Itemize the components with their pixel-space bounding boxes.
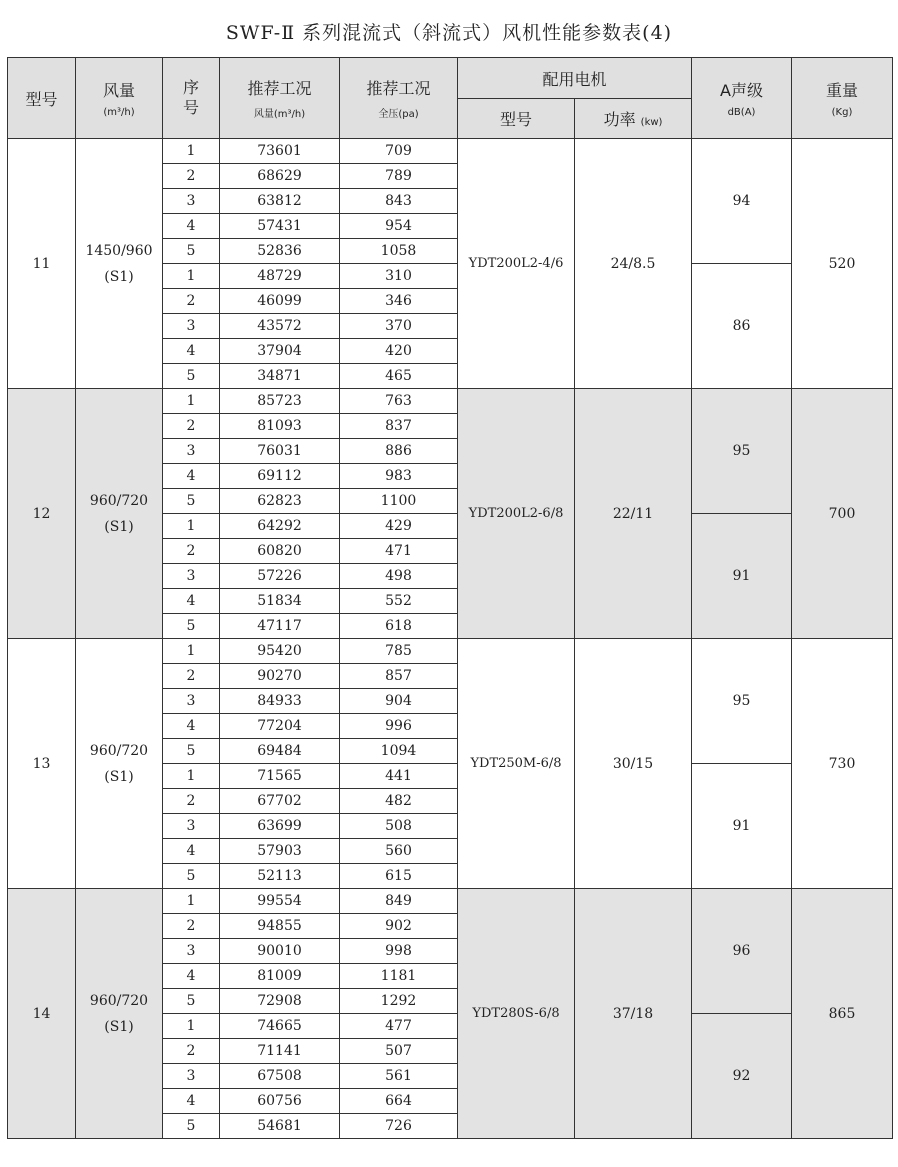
- pressure-cell: 482: [340, 789, 458, 814]
- flow-cell: 47117: [220, 614, 340, 639]
- pressure-cell: 709: [340, 139, 458, 164]
- seq-cell: 4: [163, 714, 220, 739]
- header-model: 型号: [8, 58, 76, 139]
- airflow-note: (S1): [104, 1018, 134, 1035]
- flow-cell: 73601: [220, 139, 340, 164]
- flow-cell: 76031: [220, 439, 340, 464]
- flow-cell: 72908: [220, 989, 340, 1014]
- pressure-cell: 346: [340, 289, 458, 314]
- seq-cell: 4: [163, 964, 220, 989]
- pressure-cell: 1058: [340, 239, 458, 264]
- pressure-cell: 664: [340, 1089, 458, 1114]
- pressure-cell: 370: [340, 314, 458, 339]
- pressure-cell: 849: [340, 889, 458, 914]
- motor-model-cell: YDT250M-6/8: [458, 639, 575, 889]
- motor-model-cell: YDT200L2-4/6: [458, 139, 575, 389]
- flow-cell: 51834: [220, 589, 340, 614]
- pressure-cell: 615: [340, 864, 458, 889]
- flow-cell: 43572: [220, 314, 340, 339]
- flow-cell: 77204: [220, 714, 340, 739]
- seq-cell: 3: [163, 189, 220, 214]
- seq-cell: 4: [163, 1089, 220, 1114]
- weight-cell: 700: [792, 389, 893, 639]
- table-row: [8, 389, 893, 414]
- flow-cell: 57431: [220, 214, 340, 239]
- seq-cell: 2: [163, 414, 220, 439]
- header-weight: 重量 (Kg): [792, 58, 893, 139]
- seq-cell: 3: [163, 939, 220, 964]
- flow-cell: 60820: [220, 539, 340, 564]
- page-title: SWF-Ⅱ 系列混流式（斜流式）风机性能参数表(4): [225, 22, 673, 44]
- table-row: [8, 139, 893, 164]
- seq-cell: 1: [163, 514, 220, 539]
- performance-table: [7, 57, 893, 1139]
- pressure-cell: 857: [340, 664, 458, 689]
- model-group: [8, 139, 893, 389]
- header-rec-flow: 推荐工况 风量(m³/h): [220, 58, 340, 139]
- seq-cell: 4: [163, 339, 220, 364]
- seq-cell: 5: [163, 739, 220, 764]
- flow-cell: 69484: [220, 739, 340, 764]
- pressure-cell: 843: [340, 189, 458, 214]
- airflow-value: 960/720: [89, 742, 149, 759]
- table-row: [8, 639, 893, 664]
- seq-cell: 5: [163, 364, 220, 389]
- pressure-cell: 441: [340, 764, 458, 789]
- pressure-cell: 507: [340, 1039, 458, 1064]
- seq-cell: 2: [163, 789, 220, 814]
- seq-cell: 2: [163, 289, 220, 314]
- table-header: [8, 58, 893, 139]
- seq-cell: 1: [163, 139, 220, 164]
- pressure-cell: 837: [340, 414, 458, 439]
- flow-cell: 54681: [220, 1114, 340, 1139]
- motor-power-cell: 24/8.5: [575, 139, 692, 389]
- flow-cell: 52113: [220, 864, 340, 889]
- weight-cell: 520: [792, 139, 893, 389]
- seq-cell: 5: [163, 489, 220, 514]
- flow-cell: 90270: [220, 664, 340, 689]
- motor-power-cell: 37/18: [575, 889, 692, 1139]
- flow-cell: 74665: [220, 1014, 340, 1039]
- model-group: [8, 389, 893, 639]
- seq-cell: 3: [163, 814, 220, 839]
- noise-high-cell: 95: [692, 639, 792, 764]
- seq-cell: 2: [163, 1039, 220, 1064]
- flow-cell: 81093: [220, 414, 340, 439]
- flow-cell: 85723: [220, 389, 340, 414]
- motor-power-cell: 22/11: [575, 389, 692, 639]
- flow-cell: 64292: [220, 514, 340, 539]
- motor-power-cell: 30/15: [575, 639, 692, 889]
- seq-cell: 1: [163, 889, 220, 914]
- pressure-cell: 618: [340, 614, 458, 639]
- pressure-cell: 429: [340, 514, 458, 539]
- flow-cell: 84933: [220, 689, 340, 714]
- flow-cell: 71141: [220, 1039, 340, 1064]
- seq-cell: 2: [163, 664, 220, 689]
- seq-cell: 1: [163, 764, 220, 789]
- flow-cell: 63812: [220, 189, 340, 214]
- airflow-value: 1450/960: [85, 242, 153, 259]
- header-airflow: 风量 (m³/h): [76, 58, 163, 139]
- flow-cell: 99554: [220, 889, 340, 914]
- header-motor-model: 型号: [458, 99, 575, 139]
- pressure-cell: 560: [340, 839, 458, 864]
- pressure-cell: 508: [340, 814, 458, 839]
- noise-low-cell: 91: [692, 764, 792, 889]
- seq-cell: 3: [163, 564, 220, 589]
- seq-cell: 1: [163, 264, 220, 289]
- pressure-cell: 552: [340, 589, 458, 614]
- pressure-cell: 310: [340, 264, 458, 289]
- seq-cell: 3: [163, 314, 220, 339]
- seq-cell: 1: [163, 389, 220, 414]
- airflow-cell: [76, 889, 163, 1139]
- pressure-cell: 1181: [340, 964, 458, 989]
- seq-cell: 5: [163, 239, 220, 264]
- model-cell: 13: [8, 639, 76, 889]
- flow-cell: 69112: [220, 464, 340, 489]
- noise-low-cell: 92: [692, 1014, 792, 1139]
- flow-cell: 34871: [220, 364, 340, 389]
- model-group: [8, 639, 893, 889]
- flow-cell: 62823: [220, 489, 340, 514]
- weight-cell: 865: [792, 889, 893, 1139]
- pressure-cell: 1292: [340, 989, 458, 1014]
- pressure-cell: 785: [340, 639, 458, 664]
- header-motor-power: 功率 (kw): [575, 99, 692, 139]
- seq-cell: 2: [163, 164, 220, 189]
- model-cell: 11: [8, 139, 76, 389]
- seq-cell: 3: [163, 689, 220, 714]
- noise-low-cell: 86: [692, 264, 792, 389]
- seq-cell: 3: [163, 1064, 220, 1089]
- flow-cell: 71565: [220, 764, 340, 789]
- model-cell: 12: [8, 389, 76, 639]
- pressure-cell: 465: [340, 364, 458, 389]
- flow-cell: 95420: [220, 639, 340, 664]
- pressure-cell: 983: [340, 464, 458, 489]
- header-motor: 配用电机: [458, 58, 692, 99]
- flow-cell: 67702: [220, 789, 340, 814]
- pressure-cell: 996: [340, 714, 458, 739]
- pressure-cell: 954: [340, 214, 458, 239]
- flow-cell: 63699: [220, 814, 340, 839]
- pressure-cell: 763: [340, 389, 458, 414]
- pressure-cell: 561: [340, 1064, 458, 1089]
- seq-cell: 4: [163, 839, 220, 864]
- flow-cell: 52836: [220, 239, 340, 264]
- flow-cell: 81009: [220, 964, 340, 989]
- seq-cell: 1: [163, 1014, 220, 1039]
- airflow-cell: [76, 389, 163, 639]
- flow-cell: 90010: [220, 939, 340, 964]
- pressure-cell: 789: [340, 164, 458, 189]
- flow-cell: 48729: [220, 264, 340, 289]
- airflow-note: (S1): [104, 518, 134, 535]
- pressure-cell: 726: [340, 1114, 458, 1139]
- flow-cell: 46099: [220, 289, 340, 314]
- flow-cell: 37904: [220, 339, 340, 364]
- header-rec-pressure: 推荐工况 全压(pa): [340, 58, 458, 139]
- flow-cell: 67508: [220, 1064, 340, 1089]
- pressure-cell: 904: [340, 689, 458, 714]
- pressure-cell: 886: [340, 439, 458, 464]
- seq-cell: 4: [163, 464, 220, 489]
- pressure-cell: 902: [340, 914, 458, 939]
- flow-cell: 68629: [220, 164, 340, 189]
- seq-cell: 5: [163, 864, 220, 889]
- airflow-note: (S1): [104, 268, 134, 285]
- motor-model-cell: YDT200L2-6/8: [458, 389, 575, 639]
- flow-cell: 57903: [220, 839, 340, 864]
- seq-cell: 5: [163, 1114, 220, 1139]
- airflow-cell: [76, 139, 163, 389]
- flow-cell: 94855: [220, 914, 340, 939]
- airflow-note: (S1): [104, 768, 134, 785]
- noise-low-cell: 91: [692, 514, 792, 639]
- noise-high-cell: 95: [692, 389, 792, 514]
- model-cell: 14: [8, 889, 76, 1139]
- seq-cell: 3: [163, 439, 220, 464]
- noise-high-cell: 94: [692, 139, 792, 264]
- seq-cell: 5: [163, 614, 220, 639]
- flow-cell: 57226: [220, 564, 340, 589]
- seq-cell: 2: [163, 914, 220, 939]
- pressure-cell: 1100: [340, 489, 458, 514]
- noise-high-cell: 96: [692, 889, 792, 1014]
- seq-cell: 5: [163, 989, 220, 1014]
- weight-cell: 730: [792, 639, 893, 889]
- seq-cell: 4: [163, 214, 220, 239]
- header-seq: 序号: [163, 58, 220, 139]
- motor-model-cell: YDT280S-6/8: [458, 889, 575, 1139]
- pressure-cell: 1094: [340, 739, 458, 764]
- pressure-cell: 498: [340, 564, 458, 589]
- flow-cell: 60756: [220, 1089, 340, 1114]
- pressure-cell: 471: [340, 539, 458, 564]
- header-noise: A声级 dB(A): [692, 58, 792, 139]
- seq-cell: 2: [163, 539, 220, 564]
- pressure-cell: 420: [340, 339, 458, 364]
- airflow-value: 960/720: [89, 492, 149, 509]
- seq-cell: 1: [163, 639, 220, 664]
- seq-cell: 4: [163, 589, 220, 614]
- pressure-cell: 477: [340, 1014, 458, 1039]
- airflow-value: 960/720: [89, 992, 149, 1009]
- pressure-cell: 998: [340, 939, 458, 964]
- model-group: [8, 889, 893, 1139]
- table-row: [8, 889, 893, 914]
- airflow-cell: [76, 639, 163, 889]
